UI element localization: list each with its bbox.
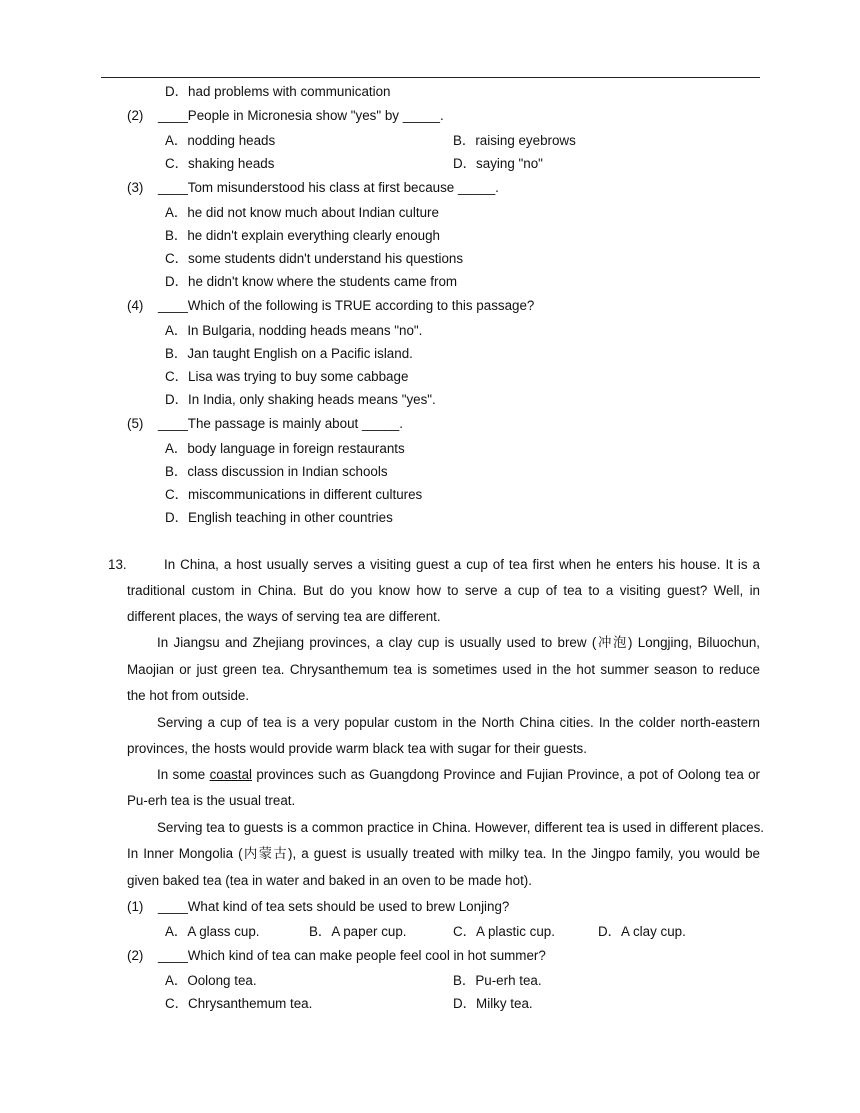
q12-q4-stem: ____Which of the following is TRUE according to this passage? — [158, 298, 535, 313]
q12-q3-number: (3) — [127, 180, 144, 195]
q13-p4-line2: Pu-erh tea is the usual treat. — [127, 793, 296, 808]
q13-q1-option-b: B．A paper cup. — [309, 924, 407, 939]
q12-q5-option-b: B．class discussion in Indian schools — [165, 464, 388, 479]
q13-q1-number: (1) — [127, 899, 144, 914]
q12-q5-option-c: C．miscommunications in different cultures — [165, 487, 423, 502]
header-rule — [101, 77, 760, 78]
q13-number: 13. — [108, 557, 127, 572]
q12-q5-number: (5) — [127, 416, 144, 431]
q13-q2-option-c: C．Chrysanthemum tea. — [165, 996, 313, 1011]
q13-q1-option-a: A．A glass cup. — [165, 924, 260, 939]
q12-q3-option-a: A．he did not know much about Indian culture — [165, 205, 439, 220]
q13-q2-stem: ____Which kind of tea can make people feel cool in hot summer? — [158, 948, 546, 963]
q13-p1-line2: traditional custom in China. But do you know how to serve a cup of tea to a visiting guest? Well, in — [127, 583, 760, 598]
q13-q2-option-b: B．Pu-erh tea. — [453, 973, 542, 988]
q13-p5-chinese-term: 内蒙古 — [242, 847, 289, 862]
q13-p2-line3: the hot from outside. — [127, 688, 250, 703]
q13-p3-line2: provinces, the hosts would provide warm black tea with sugar for their guests. — [127, 741, 587, 756]
q12-q2-number: (2) — [127, 108, 144, 123]
q13-p1-line3: different places, the ways of serving tea are different. — [127, 609, 441, 624]
q13-q2-option-d: D．Milky tea. — [453, 996, 533, 1011]
q12-q2-option-d: D．saying "no" — [453, 156, 543, 171]
q13-p1-line1: In China, a host usually serves a visiting guest a cup of tea first when he enters his house. It is a — [164, 557, 760, 572]
q13-q2-number: (2) — [127, 948, 144, 963]
q12-q2-stem: ____People in Micronesia show "yes" by _____. — [158, 108, 444, 123]
q13-p5-line2: In Inner Mongolia (内蒙古), a guest is usually treated with milky tea. In the Jingpo family, you would be — [127, 846, 761, 862]
q13-p3-line1: Serving a cup of tea is a very popular custom in the North China cities. In the colder north-eastern — [157, 715, 760, 730]
q12-q5-option-a: A．body language in foreign restaurants — [165, 441, 405, 456]
q12-q4-option-d: D．In India, only shaking heads means "yes". — [165, 392, 436, 407]
q12-q3-option-c: C．some students didn't understand his questions — [165, 251, 464, 266]
q13-p2-line2: Maojian or just green tea. Chrysanthemum tea is sometimes used in the hot summer season to reduce — [127, 662, 760, 677]
q12-q4-option-b: B．Jan taught English on a Pacific island. — [165, 346, 413, 361]
q12-q4-option-a: A．In Bulgaria, nodding heads means "no". — [165, 323, 423, 338]
q13-p5-line1: Serving tea to guests is a common practice in China. However, different tea is used in different places. — [157, 820, 764, 835]
q12-q4-option-c: C．Lisa was trying to buy some cabbage — [165, 369, 409, 384]
q13-q1-option-c: C．A plastic cup. — [453, 924, 555, 939]
q12-q5-stem: ____The passage is mainly about _____. — [158, 416, 403, 431]
q13-underlined-word: coastal — [209, 767, 253, 782]
q12-q3-stem: ____Tom misunderstood his class at first because _____. — [158, 180, 499, 195]
q12-q2-option-a: A．nodding heads — [165, 133, 276, 148]
q13-q2-option-a: A．Oolong tea. — [165, 973, 257, 988]
q13-q1-option-d: D．A clay cup. — [598, 924, 686, 939]
q13-p4-line1: In some coastal provinces such as Guangdong Province and Fujian Province, a pot of Oolong tea or — [157, 767, 760, 782]
q12-q2-option-b: B．raising eyebrows — [453, 133, 576, 148]
q13-q1-stem: ____What kind of tea sets should be used to brew Lonjing? — [158, 899, 510, 914]
q12-q3-option-d: D．he didn't know where the students came from — [165, 274, 458, 289]
q12-q3-option-b: B．he didn't explain everything clearly enough — [165, 228, 441, 243]
q13-p2-line1: In Jiangsu and Zhejiang provinces, a clay cup is usually used to brew (冲泡) Longjing, Biluochun, — [157, 635, 760, 651]
q13-p2-chinese-term: 冲泡 — [596, 636, 628, 651]
q12-q5-option-d: D．English teaching in other countries — [165, 510, 393, 525]
q13-p5-line3: given baked tea (tea in water and baked in an oven to be made hot). — [127, 873, 532, 888]
q12-q1-option-d: D．had problems with communication — [165, 84, 391, 99]
q12-q2-option-c: C．shaking heads — [165, 156, 275, 171]
q12-q4-number: (4) — [127, 298, 144, 313]
